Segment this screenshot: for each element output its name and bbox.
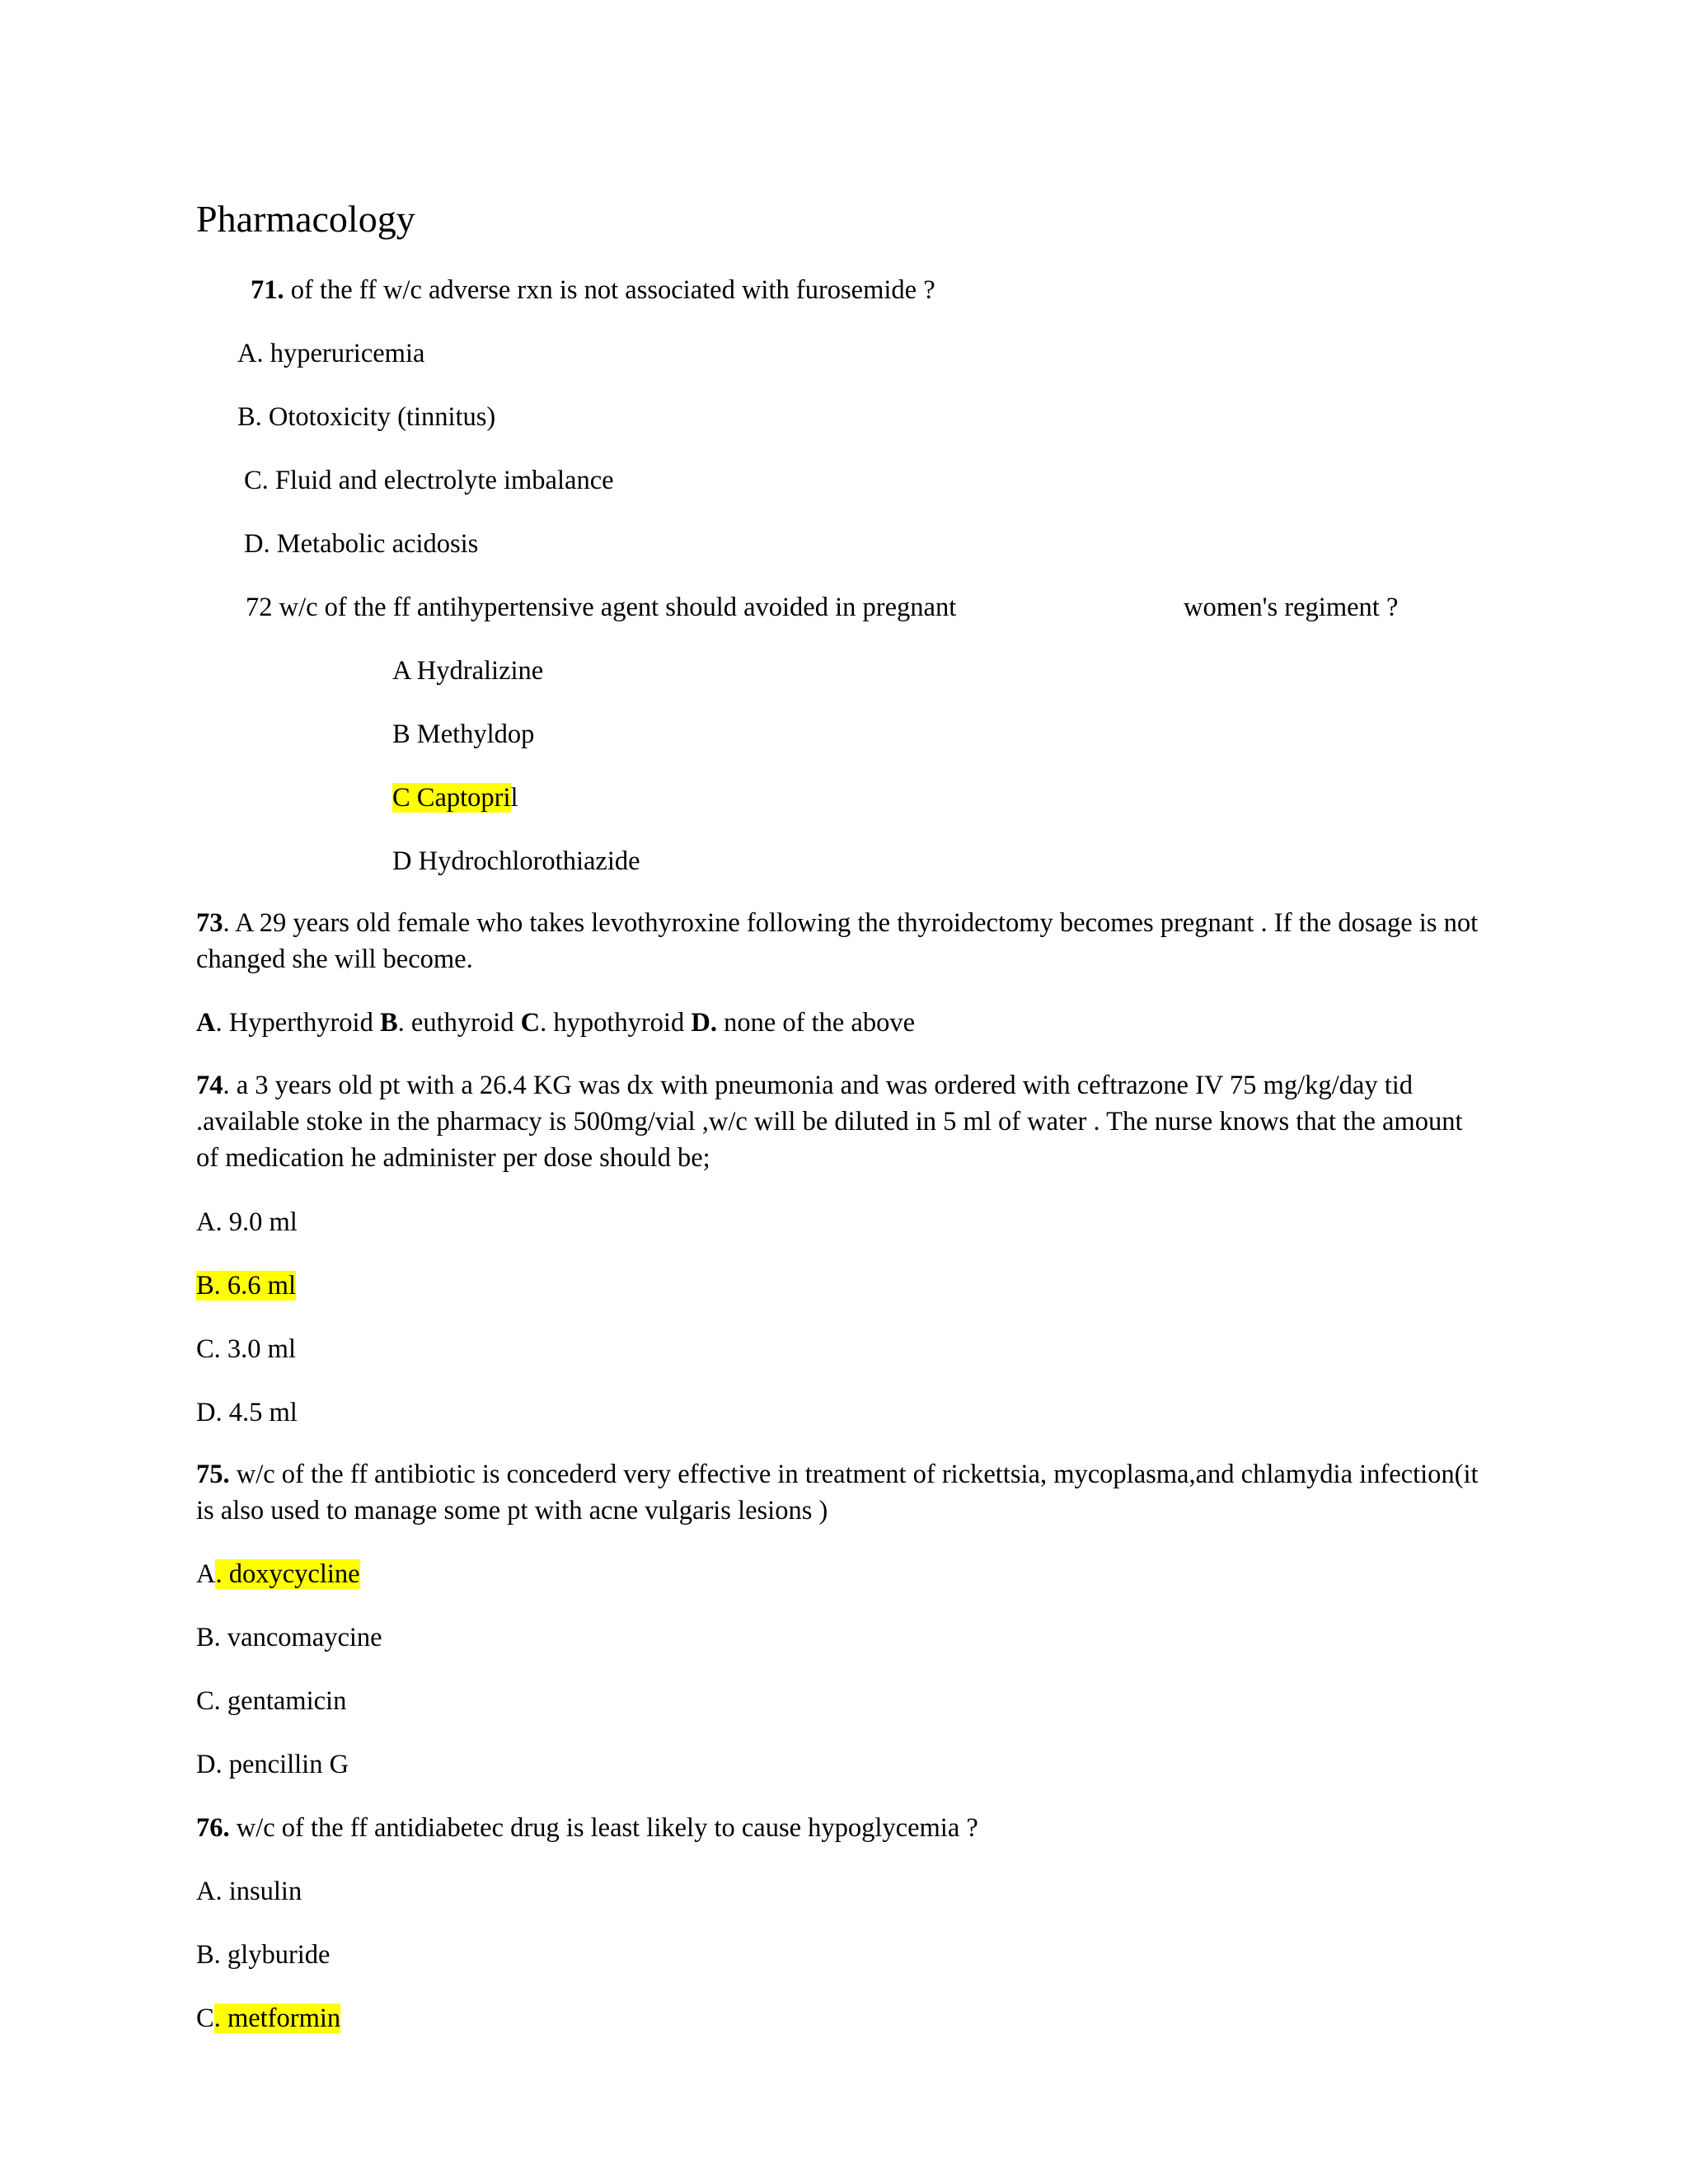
- option-71-c: C. Fluid and electrolyte imbalance: [244, 466, 614, 495]
- option-75-a: [196, 1557, 360, 1591]
- option-text-b: . euthyroid: [397, 1008, 521, 1038]
- option-74-b: [196, 1268, 296, 1303]
- option-letter-b: B: [379, 1008, 398, 1038]
- option-71-b: B. Ototoxicity (tinnitus): [237, 402, 496, 432]
- question-number: 73: [196, 908, 223, 938]
- option-74-a: A. 9.0 ml: [196, 1207, 298, 1237]
- option-75-d: D. pencillin G: [196, 1750, 349, 1779]
- question-number: 75.: [196, 1460, 230, 1489]
- question-75: [196, 1456, 1482, 1529]
- option-75-b: B. vancomaycine: [196, 1623, 382, 1652]
- option-75-c: C. gentamicin: [196, 1686, 347, 1716]
- question-text: . a 3 years old pt with a 26.4 KG was dx with pneumonia and was ordered with ceftrazone IV 75 mg/kg/day tid .available stoke in the pharmacy is 500mg/vial ,w/c will be diluted in 5 ml of water . The nurse knows that the amount of medication he administer per dose should be;: [196, 1071, 1463, 1173]
- option-letter: A: [196, 1559, 216, 1589]
- option-72-a: A Hydralizine: [392, 656, 544, 686]
- question-72-text: 72 w/c of the ff antihypertensive agent should avoided in pregnant: [246, 593, 957, 622]
- answer-tail: l: [510, 783, 518, 813]
- question-74: [196, 1067, 1482, 1176]
- question-text: w/c of the ff antibiotic is concederd very effective in treatment of rickettsia, mycoplasma,and chlamydia infection(it is also used to manage some pt with acne vulgaris lesions ): [196, 1460, 1479, 1526]
- question-text: w/c of the ff antidiabetec drug is least likely to cause hypoglycemia ?: [229, 1813, 978, 1843]
- option-text-a: . Hyperthyroid: [215, 1008, 380, 1038]
- question-71: [251, 273, 935, 307]
- option-72-b: B Methyldop: [392, 719, 535, 749]
- question-76: [196, 1811, 978, 1845]
- option-letter-a: A: [196, 1008, 216, 1038]
- highlighted-answer: C Captopri: [392, 783, 511, 813]
- question-text: . A 29 years old female who takes levothyroxine following the thyroidectomy becomes pregnant . If the dosage is not changed she will become.: [196, 908, 1479, 974]
- question-number: 74: [196, 1071, 223, 1100]
- question-text: of the ff w/c adverse rxn is not associated with furosemide ?: [290, 275, 935, 305]
- question-73: [196, 905, 1482, 977]
- option-74-d: D. 4.5 ml: [196, 1398, 298, 1427]
- option-text-c: . hypothyroid: [540, 1008, 692, 1038]
- option-letter: C: [196, 2004, 214, 2033]
- option-72-d: D Hydrochlorothiazide: [392, 846, 640, 876]
- question-number: 71.: [251, 275, 284, 305]
- highlighted-answer: . doxycycline: [215, 1559, 360, 1589]
- option-71-a: A. hyperuricemia: [237, 339, 425, 368]
- options-73: [196, 1005, 915, 1040]
- option-letter-c: C: [520, 1008, 541, 1038]
- option-71-d: D. Metabolic acidosis: [244, 529, 479, 559]
- highlighted-answer: B. 6.6 ml: [196, 1271, 296, 1301]
- question-72-text-right: women's regiment ?: [1184, 593, 1399, 622]
- highlighted-answer: . metformin: [213, 2004, 341, 2033]
- option-letter-d: D.: [691, 1008, 717, 1038]
- option-74-c: C. 3.0 ml: [196, 1334, 296, 1364]
- page-title: Pharmacology: [196, 198, 415, 240]
- option-text-d: none of the above: [716, 1008, 916, 1038]
- option-72-c: [392, 780, 518, 815]
- option-76-a: A. insulin: [196, 1877, 302, 1906]
- question-number: 76.: [196, 1813, 230, 1843]
- option-76-b: B. glyburide: [196, 1940, 331, 1970]
- option-76-c: [196, 2001, 340, 2036]
